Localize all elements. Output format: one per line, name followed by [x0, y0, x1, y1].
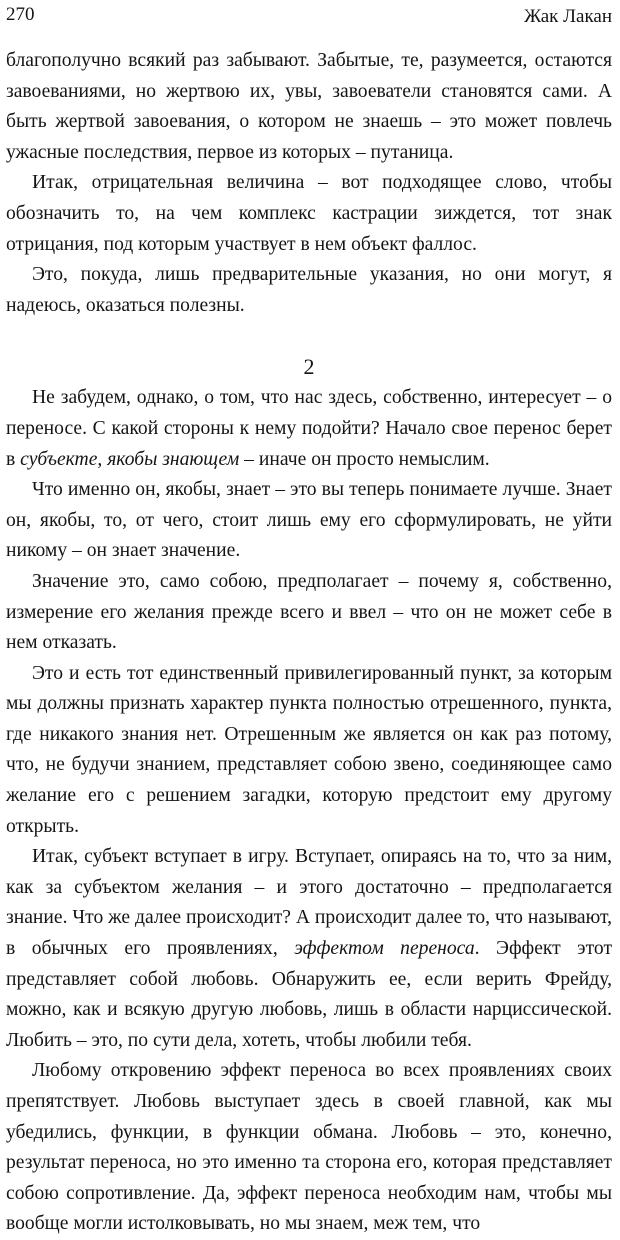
- paragraph-8-text-start: Итак, субъект вступает в игру. Вступает, опираясь на то, что за ним, как за субъектом желания – и этого достаточно – предполагается знание. Что же далее происходит? А происходит далее то, что называют, в обычных его проявлениях,: [6, 846, 612, 960]
- paragraph-8-text-end: . Эффект этот представляет собой любовь. Обнаружить ее, если верить Фрейду, можно, как и всякую другую любовь, лишь в области нарциссической. Любить – это, по сути дела, хотеть, чтобы любили тебя.: [6, 938, 613, 1051]
- page-number: 270: [6, 4, 35, 25]
- paragraph-6: Значение это, само собою, предполагает – почему я, собственно, измерение его желания прежде всего и ввел – что он не может себе в нем отказать.: [6, 570, 612, 654]
- running-title: Жак Лакан: [524, 6, 612, 27]
- section-number: 2: [303, 354, 315, 380]
- paragraph-7: Это и есть тот единственный привилегированный пункт, за которым мы должны признать характер пункта полностью отрешенного, пункта, где никакого знания нет. Отрешенным же является он как раз потому, что, не будучи знанием, представляет собою звено, соединяющее само желание его с решением загадки, которую предстоит ему другому открыть.: [6, 662, 612, 837]
- paragraph-9: Любому откровению эффект переноса во всех проявлениях своих препятствует. Любовь выступает здесь в своей главной, как мы убедились, функции, в функции обмана. Любовь – это, конечно, результат переноса, но это именно та сторона его, которая представляет собою сопротивление. Да, эффект переноса необходим нам, чтобы мы вообще могли истолковывать, но мы знаем, меж тем, что: [6, 1060, 612, 1235]
- paragraph-5: Что именно он, якобы, знает – это вы теперь понимаете лучше. Знает он, якобы, то, от чего, стоит лишь ему его сформулировать, не уйти никому – он знает значение.: [6, 479, 612, 562]
- paragraph-4-text-end: – иначе он просто немыслим.: [239, 448, 490, 470]
- running-header: [6, 4, 612, 34]
- paragraph-4-text-start: Не забудем, однако, о том, что нас здесь, собственно, интересует – о переносе. С какой стороны к нему подойти? Начало свое перенос берет в: [6, 387, 612, 470]
- paragraph-4-italic-term: субъекте, якобы знающем: [20, 448, 240, 470]
- body-text: [6, 46, 612, 1240]
- paragraph-8-italic-term: эффектом переноса: [294, 938, 475, 960]
- paragraph-2: Итак, отрицательная величина – вот подходящее слово, чтобы обозначить то, на чем комплекс кастрации зиждется, тот знак отрицания, под которым участвует в нем объект фаллос.: [6, 172, 612, 255]
- paragraph-4: [6, 383, 612, 475]
- paragraph-8: [6, 842, 612, 1056]
- paragraph-1: благополучно всякий раз забывают. Забытые, те, разумеется, остаются завоеваниями, но жертвою их, увы, завоеватели становятся сами. А быть жертвой завоевания, о котором не знаешь – это может повлечь ужасные последствия, первое из которых – путаница.: [6, 50, 612, 163]
- paragraph-3: Это, покуда, лишь предварительные указания, но они могут, я надеюсь, оказаться полезны.: [6, 264, 612, 316]
